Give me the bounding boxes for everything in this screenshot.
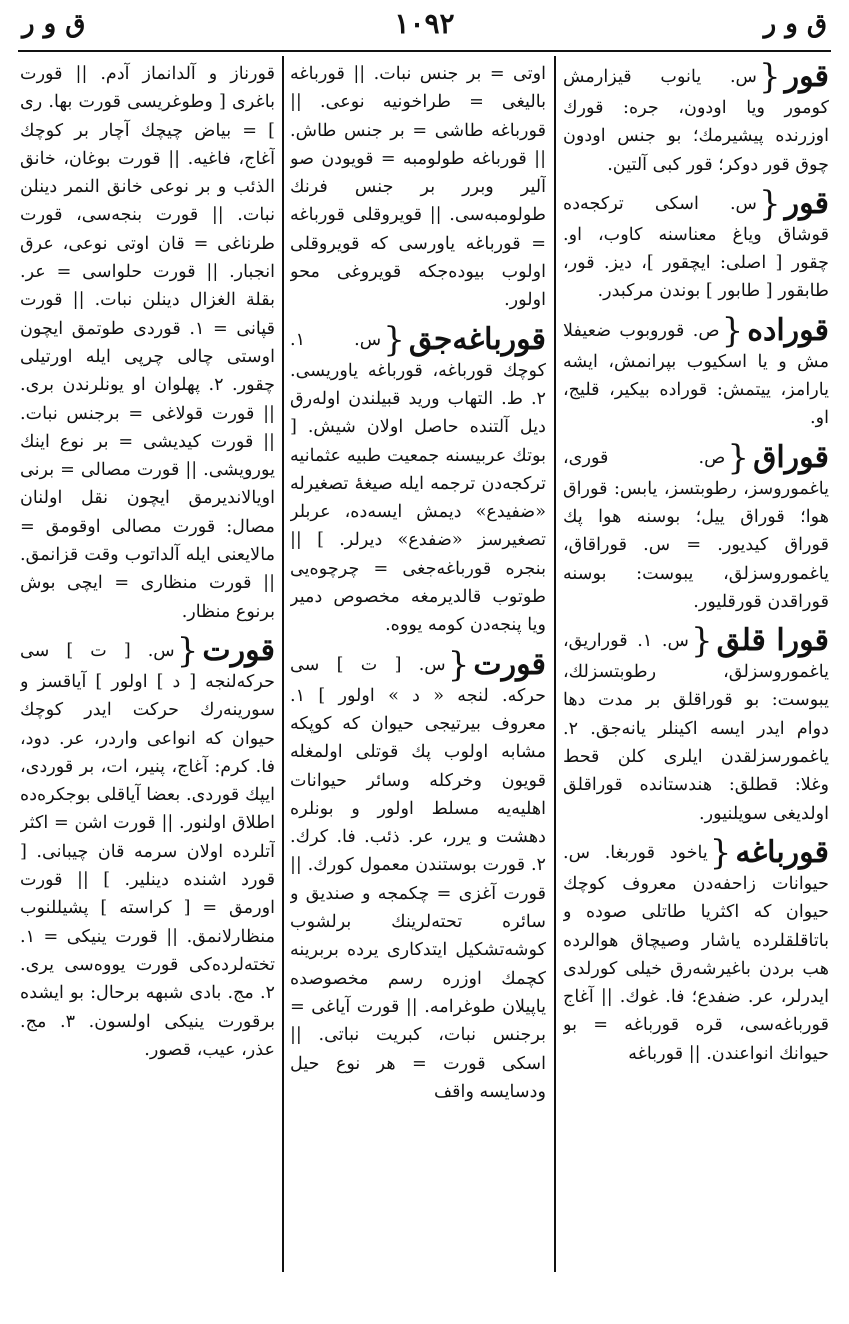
column-middle <box>290 60 546 1250</box>
entry-text: س. ١. کوچك قورباغه، قورباغه یاوریسی. ٢. ط. التهاب ورید قبیلندن اوله‌رق دیل آلتنده حاصل اولان شیش. [ بوتك عربیسنه جمعیت طبیه عثمانیه ترکجه‌دن ترجمه ایله صیغهٔ تصغیرله «ضفیدع» دیمش ایسه‌ده، عربلر تصغیرسز «ضفدع» دیرلر. ] || بنجره قورباغه‌جغی = چرچوه‌یی طوتوب قالدیرمغه مخصوص دمیر ویا پنجه‌دن کومه یووه. <box>290 329 546 636</box>
brace: { <box>176 630 199 671</box>
header-letters-left: ق و ر <box>22 9 86 39</box>
entry-text: س. یانوب قیزارمش کومور ویا اودون، جره: قورك اوزرنده پیشیرمك؛ بو جنس اودون چوق قور دوکر؛ قور کبی آلتین. <box>563 67 829 175</box>
column-divider-right <box>554 56 556 1272</box>
entry <box>563 832 829 1068</box>
entry-text: س. اسکی ترکجه‌ده قوشاق ویاغ معناسنه کاوب، او. چقور [ اصلی: ایچقور ]، دیز. قور، طابقور [ طابور ] بوندن مرکبدر. <box>563 193 829 302</box>
entry-headword: قورت <box>202 632 275 668</box>
entry-text: س. [ ت ] سی حرکه. لنجه « د » اولور ] ١. معروف بیرتیجی حیوان که کوپکه مشابه اولوب پك قوتلی اولمغله قویون وخرکله وسائر حیوانات اهلیه‌یه مسلط اولور و بونلره دهشت و یرر، عر. ذئب. فا. کرك. ٢. قورت بوستندن معمول کورك. || قورت آغزی = چکمجه و صندیق و سائره تحته‌لرینك برلشوب کوشه‌تشکیل ایتدکاری یرده بربرینه کچمك اوزره رسم مخصوصده یاپیلان طوغرامه. || قورت آیاغی = برجنس نبات، کبریت نباتی. || اسکی قورت = هر نوع حیل ودسایسه واقف <box>290 654 546 1102</box>
entry-continuation <box>290 60 546 315</box>
entry-headword: قورباغه <box>735 834 829 870</box>
entry <box>290 319 546 640</box>
entry-headword: قور <box>784 60 829 94</box>
entry-text: س. [ ت ] سی حرکه‌لنجه [ د ] اولور ] آیاقسز و سورینه‌رك حرکت ایدر کوچك حیوان که انواعی واردر، عر. دود، فا. کرم: آغاج، پنیر، ات، بر قوردی، ایپك قوردی. بعضا آیاقلی بوجکره‌ده اطلاق اولنور. || قورت اشن = اکثر آتلرده اولان سرمه قان چیبانی. [ قورد اشنده دینلیر. ] || قورت اورمق = [ کراسته ] پشیللنوب منظارلانمق. || قورت ینیکی = ١. تخته‌لرده‌کی قورت یووه‌سی یری. ٢. مج. بادی شبهه برحال: بو ایشده برقورت ینیکی اولسون. ٣. مج. عذر، عیب، قصور. <box>20 640 275 1060</box>
page-number: ١٠٩٢ <box>394 7 455 40</box>
entry-text: ص. قوری، یاغموروسز، رطوبتسز، یابس: قوراق هوا؛ قوراق ییل؛ بوسنه هوا پك قوراق کیدیور. = س. قوراقاق، یاغموروسزلق، یبوست: بوسنه قوراقدن قورقلیور. <box>563 447 829 612</box>
entry-headword: قورا قلق <box>716 623 829 659</box>
entry-text: ص. قوروبوب ضعیفلا مش و یا اسکیوب بپرانمش، ایشه یارامز، ییتمش: قوراده بیکیر، قلیج، او. <box>563 320 829 429</box>
entry-text: یاخود قوربغا. س. حیوانات زاحفه‌دن معروف کوچك حیوان که اکثریا طاتلی صوده و باتاقلقلرده یاشار وصیچاق هوالرده هب بردن باغیرشه‌رق خیلی کورلدی ایدرلر، عر. ضفدع؛ فا. غوك. || آغاج قورباغه‌سی، قره قورباغه = بو حیوانك انواعندن. || قورباغه <box>563 842 829 1064</box>
entry <box>20 630 275 1064</box>
brace: { <box>759 183 781 224</box>
brace: { <box>721 310 744 351</box>
entry <box>563 621 829 828</box>
brace: { <box>383 319 405 360</box>
brace: { <box>727 437 750 478</box>
entry <box>563 437 829 616</box>
brace: { <box>709 832 732 873</box>
brace: { <box>690 621 713 662</box>
header-rule <box>18 50 831 52</box>
brace: { <box>759 60 781 97</box>
entry <box>290 644 546 1106</box>
entry-headword: قوراق <box>753 439 829 475</box>
entry-headword: قورباغه‌جق <box>408 321 546 357</box>
header-letters-right: ق و ر <box>763 9 827 39</box>
brace: { <box>447 644 470 685</box>
entry-continuation <box>20 60 275 626</box>
entry-text: س. ١. قوراریق، یاغموروسزلق، رطوبتسزلك، یبوست: بو قوراقلق بر مدت دها دوام ایدر ایسه اکینلر یانه‌جق. ٢. یاغمورسزلقدن ایلری کلن قحط وغلا: قطلق: هندستانده قوراقلق اولدیغی سویلنیور. <box>563 631 829 824</box>
entry <box>563 183 829 306</box>
entry-text: قورناز و آلدانماز آدم. || قورت باغری [ وطوغریسی قورت بها. ری ] = بیاض چیچك آچار بر کوچك آغاج، فاغیه. || قورت بوغان، خانق الذئب و بر نوعی خانق النمر دینلن نبات. || قورت بنجه‌سی، قورت طرناغی = قان اوتی نوعی، عرق انجبار. || قورت حلواسی = عر. بقلة الغزال دینلن نبات. || قورت قپانی = ١. قوردی طوتمق ایچون اوستی چالی چرپی ایله اورتیلی چقور. ٢. پهلوان او یونلرندن بری. || قورت قولاغی = برجنس نبات. || قورت کیدیشی = بر نوع اینك یورویشی. || قورت مصالی = برنی اویالاندیرمق ایچون نقل اولنان مصال: قورت مصالی اوقومق = مالایعنی ایله آلداتوب وقت قزانمق. || قورت منظاری = ایچی بوش برنوع منظار. <box>20 64 275 622</box>
column-right <box>563 60 829 1250</box>
column-divider-left <box>282 56 284 1272</box>
column-left <box>20 60 275 1250</box>
entry <box>563 310 829 433</box>
entry-text: اوتی = بر جنس نبات. || قورباغه بالیغی = طراخونیه نوعی. || قورباغه طاشی = بر جنس طاش. || قورباغه طولومبه = قویودن صو آلیر وبرر بر جنس فرنك طولومبه‌سی. || قویروقلی قورباغه = قورباغه یاورسی که قویروقلی اولوب بیوده‌جکه قویروغی محو اولور. <box>290 64 546 311</box>
entry-headword: قورت <box>473 646 546 682</box>
page-header <box>0 0 849 50</box>
entry-headword: قور <box>784 185 829 221</box>
entry <box>563 60 829 179</box>
entry-headword: قوراده <box>747 312 829 348</box>
